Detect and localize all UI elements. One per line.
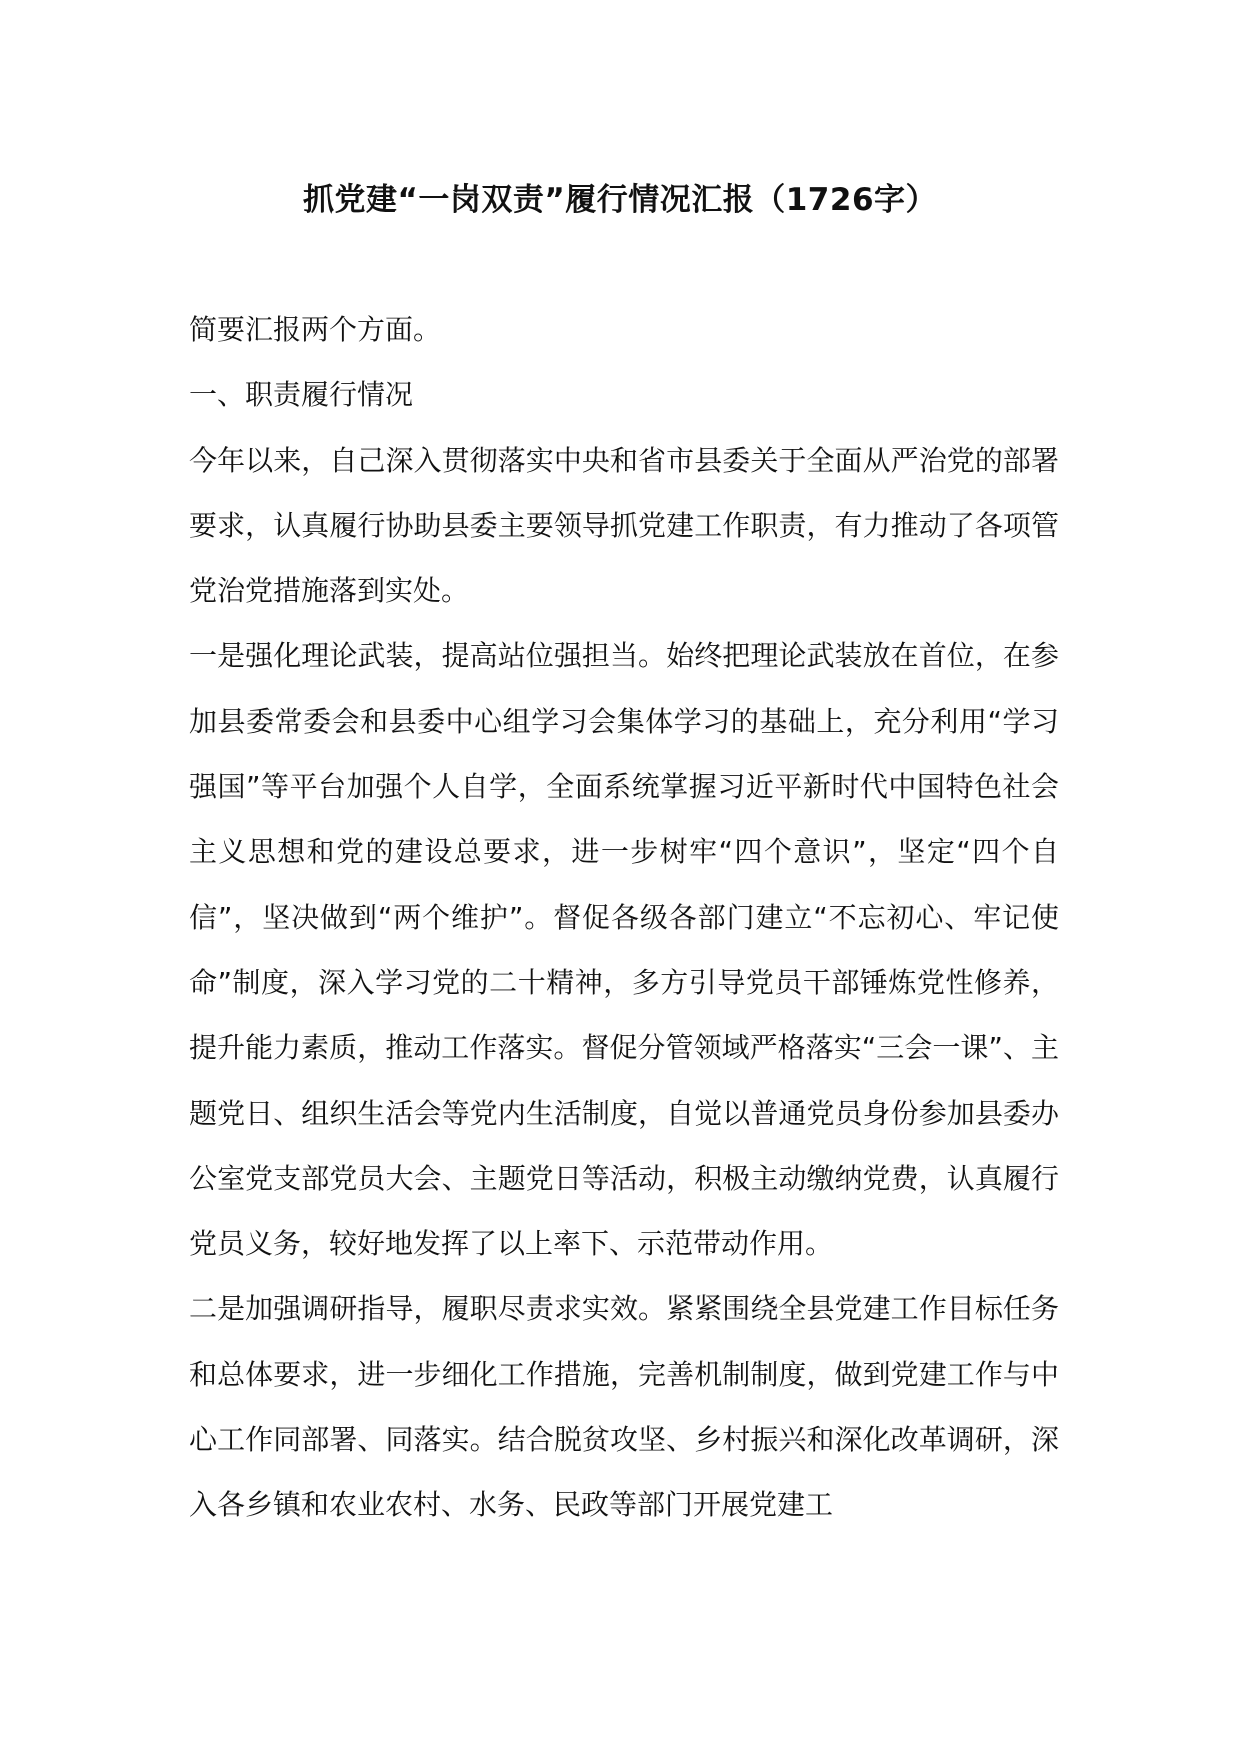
body-paragraph: 一是强化理论武装，提高站位强担当。始终把理论武装放在首位，在参加县委常委会和县委中心组学习会集体学习的基础上，充分利用“学习强国”等平台加强个人自学，全面系统掌握习近平新时代中国特色社会主义思想和党的建设总要求，进一步树牢“四个意识”，坚定“四个自信”，坚决做到“两个维护”。督促各级各部门建立“不忘初心、牢记使命”制度，深入学习党的二十精神，多方引导党员干部锤炼党性修养，提升能力素质，推动工作落实。督促分管领域严格落实“三会一课”、主题党日、组织生活会等党内生活制度，自觉以普通党员身份参加县委办公室党支部党员大会、主题党日等活动，积极主动缴纳党费，认真履行党员义务，较好地发挥了以上率下、示范带动作用。	[189, 639, 1059, 1261]
intro-paragraph: 简要汇报两个方面。	[189, 313, 442, 346]
body-paragraph: 今年以来，自己深入贯彻落实中央和省市县委关于全面从严治党的部署要求，认真履行协助县委主要领导抓党建工作职责，有力推动了各项管党治党措施落到实处。	[189, 443, 1059, 608]
document-title: 抓党建“一岗双责”履行情况汇报（1726字）	[302, 182, 938, 218]
body-paragraph: 二是加强调研指导，履职尽责求实效。紧紧围绕全县党建工作目标任务和总体要求，进一步细化工作措施，完善机制制度，做到党建工作与中心工作同部署、同落实。结合脱贫攻坚、乡村振兴和深化改革调研，深入各乡镇和农业农村、水务、民政等部门开展党建工	[189, 1292, 1059, 1522]
section-heading: 一、职责履行情况	[189, 378, 414, 412]
document-body	[189, 297, 1059, 1538]
